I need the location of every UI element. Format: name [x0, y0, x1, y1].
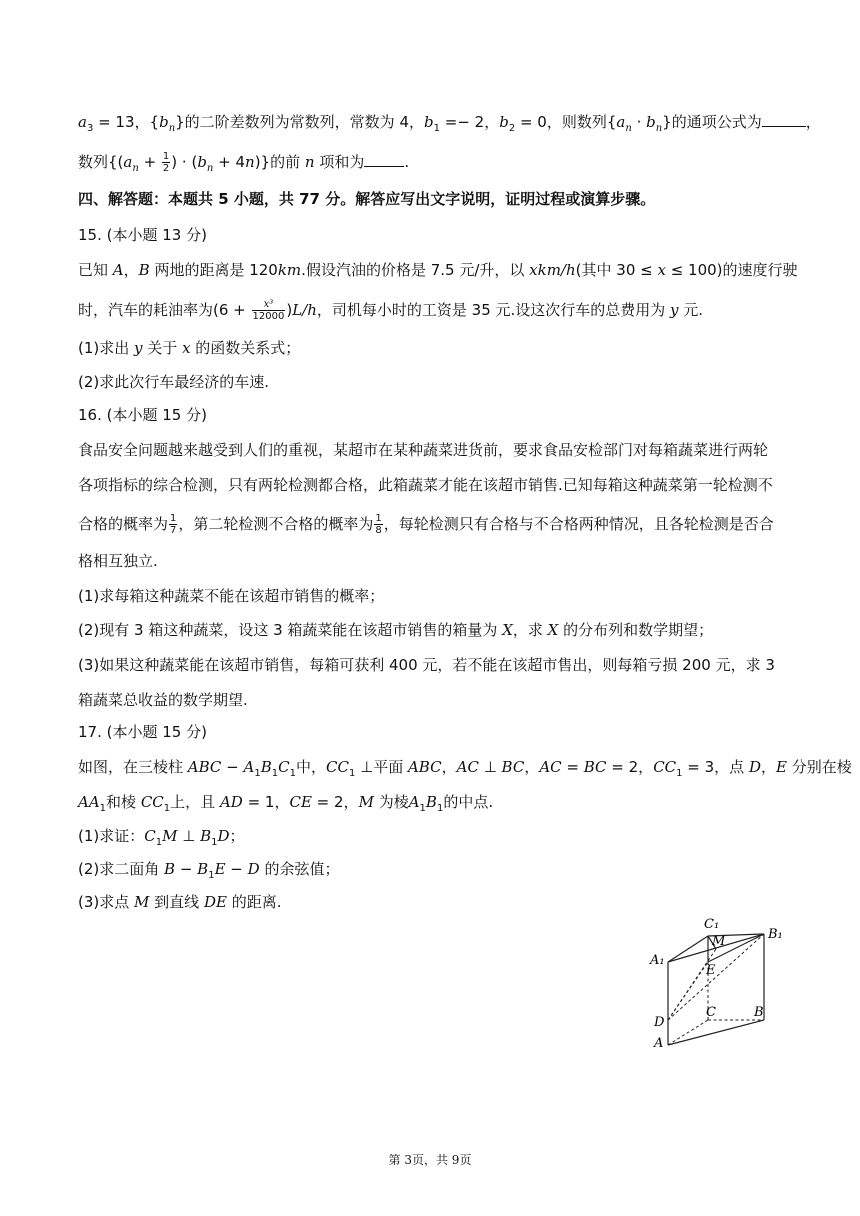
label-B1: B₁	[768, 927, 783, 942]
q16-line-2: 各项指标的综合检测，只有两轮检测都合格，此箱蔬菜才能在该超市销售.已知每箱这种蔬菜第一轮检测不	[78, 476, 773, 494]
q17-line-1: 如图，在三棱柱 ABC − $A_1B_1C_1$中，$CC_1$ ⊥平面 ABC，AC ⊥ BC，AC = BC = 2，$CC_1 = 3$，点 D，E 分别在棱	[78, 758, 852, 779]
section-title: 四、解答题：本题共 5 小题，共 77 分。解答应写出文字说明，证明过程或演算步骤。	[78, 190, 656, 208]
label-A: A	[654, 1036, 664, 1051]
label-M: M	[712, 934, 726, 949]
q15-item-1: (1)求出 y 关于 x 的函数关系式；	[78, 339, 301, 357]
fraction-one-eighth: $\frac{1}{8}$	[375, 513, 382, 536]
q16-header: 16. (本小题 15 分)	[78, 406, 207, 424]
answer-blank-2[interactable]	[364, 154, 404, 167]
q17-item-2: (2)求二面角 $B - B_1E - D$ 的余弦值；	[78, 860, 340, 881]
q14-line-2: 数列{($a_n$ + $\frac{1}{2}$ ) · $(b_n + 4n)$}的前 n 项和为 .	[78, 151, 410, 174]
fraction-one-half: $\frac{1}{2}$	[162, 151, 170, 174]
label-C: C	[706, 1005, 716, 1020]
q17-item-1: (1)求证：$C_1M$ ⊥ $B_1D$；	[78, 827, 245, 848]
q16-item-3: (3)如果这种蔬菜能在该超市销售，每箱可获利 400 元，若不能在该超市售出，则每箱亏损 200 元，求 3	[78, 656, 775, 674]
edge-AC	[668, 1020, 708, 1045]
edge-A1C1	[668, 936, 708, 962]
prism-figure	[648, 912, 798, 1057]
q17-line-2: $AA_1$和棱 $CC_1$上，且 AD = 1，CE = 2，M 为棱$A_1B_1$的中点.	[78, 793, 494, 814]
q16-line-3: 合格的概率为 $\frac{1}{7}$ ，第二轮检测不合格的概率为 $\frac{1}{8}$ ，每轮检测只有合格与不合格两种情况，且各轮检测是否合	[78, 513, 774, 536]
q17-item-3: (3)求点 M 到直线 DE 的距离.	[78, 893, 282, 911]
q16-item-1: (1)求每箱这种蔬菜不能在该超市销售的概率；	[78, 587, 385, 605]
label-D: D	[654, 1015, 665, 1030]
fraction-x-cubed: $\frac{\text{x³}}{12000}$	[252, 299, 285, 322]
q15-header: 15. (本小题 13 分)	[78, 226, 207, 244]
q16-line-1: 食品安全问题越来越受到人们的重视，某超市在某种蔬菜进货前，要求食品安检部门对每箱蔬菜进行两轮	[78, 441, 769, 459]
q14-line-1: $a_3 = 13$，$\{b_n\}$的二阶差数列为常数列，常数为 4，$b_1 =- 2$，$b_2 = 0$，则数列$\{a_n \cdot b_n\}$的通项公式为 ，	[78, 113, 821, 134]
label-B: B	[754, 1005, 764, 1020]
fraction-one-seventh: $\frac{1}{7}$	[170, 513, 177, 536]
label-A1: A₁	[650, 953, 665, 968]
q16-item-3-cont: 箱蔬菜总收益的数学期望.	[78, 691, 248, 709]
q15-item-2: (2)求此次行车最经济的车速.	[78, 373, 270, 391]
label-E: E	[706, 963, 716, 978]
answer-blank-1[interactable]	[762, 114, 806, 127]
q15-line-2: 时，汽车的耗油率为(6 + $\frac{\text{x³}}{12000}$ )L/h，司机每小时的工资是 35 元.设这次行车的总费用为 y 元.	[78, 299, 704, 322]
label-C1: C₁	[704, 917, 720, 932]
q16-line-4: 格相互独立.	[78, 552, 158, 570]
q16-item-2: (2)现有 3 箱这种蔬菜，设这 3 箱蔬菜能在该超市销售的箱量为 X，求 X 的分布列和数学期望；	[78, 621, 714, 639]
edge-AB	[668, 1020, 764, 1045]
page-footer: 第 3页，共 9页	[388, 1153, 472, 1167]
q15-line-1: 已知 A，B 两地的距离是 120km.假设汽油的价格是 7.5 元/升，以 xkm/h(其中 30 ≤ x ≤ 100)的速度行驶	[78, 261, 798, 279]
q17-header: 17. (本小题 15 分)	[78, 723, 207, 741]
